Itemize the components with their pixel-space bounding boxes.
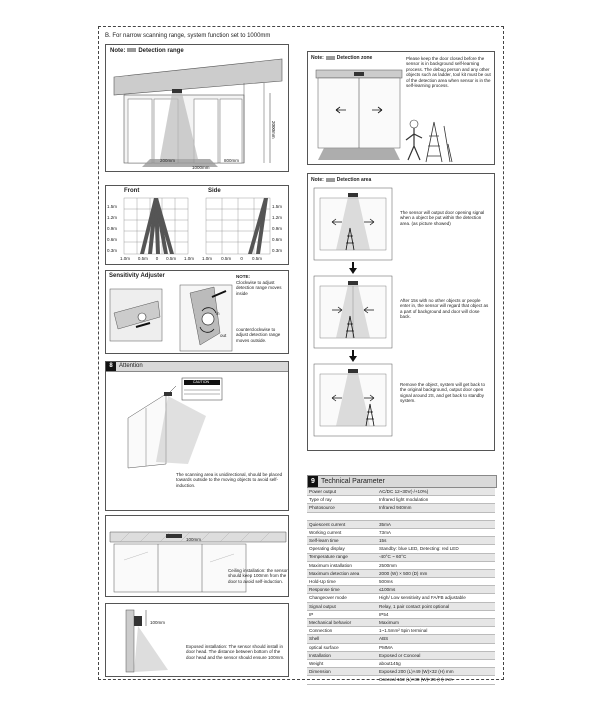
note-label: Note: <box>311 177 324 183</box>
parameter-row <box>307 659 495 667</box>
parameter-row <box>307 610 495 618</box>
x-tick: 0 <box>155 256 159 261</box>
parameter-row <box>307 627 495 635</box>
y-tick: 1.2m <box>272 215 283 220</box>
down-arrow-icon <box>349 262 357 274</box>
down-arrow-icon <box>349 350 357 362</box>
legend-label: Detection range <box>138 48 184 54</box>
section-number: 9 <box>308 476 318 487</box>
parameter-value: 15s <box>377 537 495 545</box>
parameter-row <box>307 676 495 684</box>
parameter-name: Self-learn time <box>307 537 377 545</box>
parameter-table <box>307 488 495 685</box>
note-label: Note: <box>311 55 324 61</box>
x-tick: 0 <box>240 256 243 261</box>
parameter-row <box>307 537 495 545</box>
x-tick: 0.5m <box>166 256 177 261</box>
parameter-row <box>307 569 495 577</box>
x-tick: 1.0m <box>202 256 213 261</box>
ceiling-installation-text: Ceiling installation: the sensor should keep 100mm from the door to avoid self-induction. <box>228 568 288 584</box>
step1-illustration <box>314 188 392 260</box>
parameter-row <box>307 545 495 553</box>
detection-area-note <box>311 177 371 183</box>
parameter-name: Power output <box>307 488 377 496</box>
legend-swatch <box>127 48 136 52</box>
front-coverage-chart <box>124 198 188 254</box>
parameter-row <box>307 668 495 676</box>
label-out: out <box>220 333 227 338</box>
dim-right-label: 800mm <box>224 158 240 163</box>
unidirectional-illustration <box>126 376 276 468</box>
legend-swatch <box>326 178 335 182</box>
parameter-value: High/ Low sensitivity and FA/FB adjustable <box>377 594 495 602</box>
parameter-value: IP54 <box>377 610 495 618</box>
step3-text: Remove the object, system will get back to the original background, output door open signal around 2S, and get back to standby system. <box>400 382 486 404</box>
y-tick: 1.5m <box>272 204 283 209</box>
x-tick: 1.0m <box>183 256 194 261</box>
detection-area-panel <box>307 173 495 451</box>
parameter-value: 73mA <box>377 528 495 536</box>
parameter-value: Infrared 940mm <box>377 504 495 512</box>
y-tick: 0.3m <box>272 248 283 253</box>
parameter-name: Response time <box>307 586 377 594</box>
parameter-value: 500ms <box>377 578 495 586</box>
y-tick: 0.6m <box>272 237 283 242</box>
parameter-name: Working current <box>307 528 377 536</box>
side-coverage-chart <box>206 198 270 254</box>
parameter-row <box>307 496 495 504</box>
parameter-row <box>307 578 495 586</box>
step2-text: After 15s with no other objects or people enter in, the sensor will regard that object as a part of background and door will close back. <box>400 298 489 320</box>
parameter-name: Changeover mode <box>307 594 377 602</box>
x-tick: 1.0m <box>120 256 131 261</box>
side-x-ticks <box>202 256 262 261</box>
parameter-row <box>307 520 495 528</box>
manual-page <box>98 26 504 683</box>
section-number: 8 <box>106 362 116 371</box>
dim-width-label: 1000mm <box>192 165 210 170</box>
parameter-value: Infrared light modulation <box>377 496 495 504</box>
parameter-name: Signal output <box>307 602 377 610</box>
label-in: in <box>216 311 220 316</box>
caution-sign-text: CAUTION <box>192 380 210 384</box>
parameter-value: Conceal 152 (L)×38 (W)×25 (H) mm <box>377 676 495 684</box>
ceiling-dimension: 100mm <box>186 537 202 542</box>
parameter-name <box>307 512 377 520</box>
parameter-row <box>307 528 495 536</box>
parameter-value: ABS <box>377 635 495 643</box>
parameter-name: Maximum detection area <box>307 569 377 577</box>
detection-zone-text: Please keep the door closed before the sensor is in background self-learning process. The debug person and any other objects such as ladder, tool kit must be out of the detection area when sensor is in the self-learning process. <box>406 56 491 89</box>
y-tick: 0.6m <box>107 237 118 242</box>
note-clockwise: Clockwise to adjust detection range moves inside <box>236 280 282 296</box>
note-label: Note: <box>110 48 126 54</box>
y-tick: 0.9m <box>272 226 283 231</box>
parameter-value: 2500mm <box>377 561 495 569</box>
parameter-value: PMMA <box>377 643 495 651</box>
legend-label: Detection zone <box>336 55 373 61</box>
y-tick: 1.5m <box>107 204 118 209</box>
parameter-name: Connection <box>307 627 377 635</box>
exposed-dimension: 100mm <box>150 620 166 625</box>
parameter-value: -40°C ~ 60°C <box>377 553 495 561</box>
step3-illustration <box>314 364 392 436</box>
ceiling-installation-panel <box>105 515 289 597</box>
parameter-row <box>307 586 495 594</box>
section-title: Technical Parameter <box>321 478 385 485</box>
parameter-value: Maximum <box>377 619 495 627</box>
legend-label: Detection area <box>336 177 372 183</box>
parameter-name: Installation <box>307 651 377 659</box>
detection-zone-illustration <box>316 70 406 162</box>
parameter-name: Weight <box>307 659 377 667</box>
sensitivity-title: Sensitivity Adjuster <box>109 273 165 279</box>
exposed-installation-text: Exposed installation: The sensor should install in door head. The distance between bottom of the door head and the sensor should ensure 100mm. <box>186 644 285 660</box>
parameter-row <box>307 594 495 602</box>
parameter-value: Relay, 1 pair contact point optional <box>377 602 495 610</box>
note-title: NOTE: <box>236 274 250 279</box>
attention-panel <box>105 361 289 511</box>
parameter-value: 2000 (W) × 500 (D) mm <box>377 569 495 577</box>
detection-range-panel <box>105 44 289 172</box>
parameter-name: Quiescent current <box>307 520 377 528</box>
parameter-name: IP <box>307 610 377 618</box>
y-tick: 0.3m <box>107 248 118 253</box>
parameter-row <box>307 619 495 627</box>
parameter-value: 1~1.5mm² 5pin terminal <box>377 627 495 635</box>
technical-header <box>307 475 497 488</box>
parameter-name: Maximum installation <box>307 561 377 569</box>
x-tick: 0.5m <box>251 256 262 261</box>
adjuster-illustration <box>110 283 234 353</box>
parameter-name: Shell <box>307 635 377 643</box>
parameter-name: Photosource <box>307 504 377 512</box>
x-tick: 0.5m <box>221 256 232 261</box>
parameter-name <box>307 676 377 684</box>
x-tick: 0.5m <box>137 256 148 261</box>
detection-range-note <box>110 48 184 55</box>
parameter-value: ≤100ms <box>377 586 495 594</box>
parameter-value <box>377 512 495 520</box>
section-title: Attention <box>119 363 143 369</box>
section-b-heading: B. For narrow scanning range, system function set to 1000mm <box>105 33 271 39</box>
coverage-charts-panel <box>105 185 289 265</box>
parameter-value: Exposed or Conceal <box>377 651 495 659</box>
y-tick: 1.2m <box>107 215 118 220</box>
parameter-name: Operating display <box>307 545 377 553</box>
front-x-ticks <box>120 256 194 261</box>
parameter-row <box>307 488 495 496</box>
unidirectional-text: The scanning area is unidirectional, should be placed towards outside to the moving objects to avoid self-induction. <box>176 472 283 488</box>
parameter-name: Type of ray <box>307 496 377 504</box>
exposed-installation-panel <box>105 603 289 677</box>
parameter-name: optical surface <box>307 643 377 651</box>
parameter-name: Temperature range <box>307 553 377 561</box>
parameter-name: Dimension <box>307 668 377 676</box>
dim-height-label: 2000mm <box>271 121 276 139</box>
parameter-row <box>307 553 495 561</box>
parameter-row <box>307 635 495 643</box>
legend-swatch <box>326 56 335 60</box>
y-tick: 0.9m <box>107 226 118 231</box>
parameter-value: AC/DC 12~30V(-/+10%) <box>377 488 495 496</box>
sensitivity-adjuster-panel <box>105 270 289 354</box>
parameter-value: Exposed 200 (L)×49 (W)×32 (H) mm <box>377 668 495 676</box>
dim-left-label: 200mm <box>160 158 176 163</box>
parameter-value: about145g <box>377 659 495 667</box>
parameter-row <box>307 512 495 520</box>
front-label: Front <box>124 188 140 194</box>
worker-ladder-illustration <box>404 116 454 164</box>
parameter-row <box>307 602 495 610</box>
step1-text: The sensor will output door opening signal when a object be put within the detection area. (as picture showed) <box>400 210 485 226</box>
parameter-row <box>307 651 495 659</box>
parameter-name: Mechanical behavior <box>307 619 377 627</box>
side-label: Side <box>208 188 221 194</box>
parameter-row <box>307 643 495 651</box>
parameter-row <box>307 561 495 569</box>
parameter-value: Standby: blue LED, Detecting: red LED <box>377 545 495 553</box>
attention-header <box>106 362 288 372</box>
parameter-row <box>307 504 495 512</box>
parameter-value: 35mA <box>377 520 495 528</box>
note-counterclockwise: counterclockwise to adjust detection range moves outside. <box>236 327 281 343</box>
detection-zone-panel <box>307 51 495 165</box>
detection-zone-note <box>311 55 372 61</box>
exposed-illustration <box>112 608 182 674</box>
doorway-illustration <box>114 59 282 169</box>
parameter-name: Hold-Up time <box>307 578 377 586</box>
step2-illustration <box>314 276 392 348</box>
